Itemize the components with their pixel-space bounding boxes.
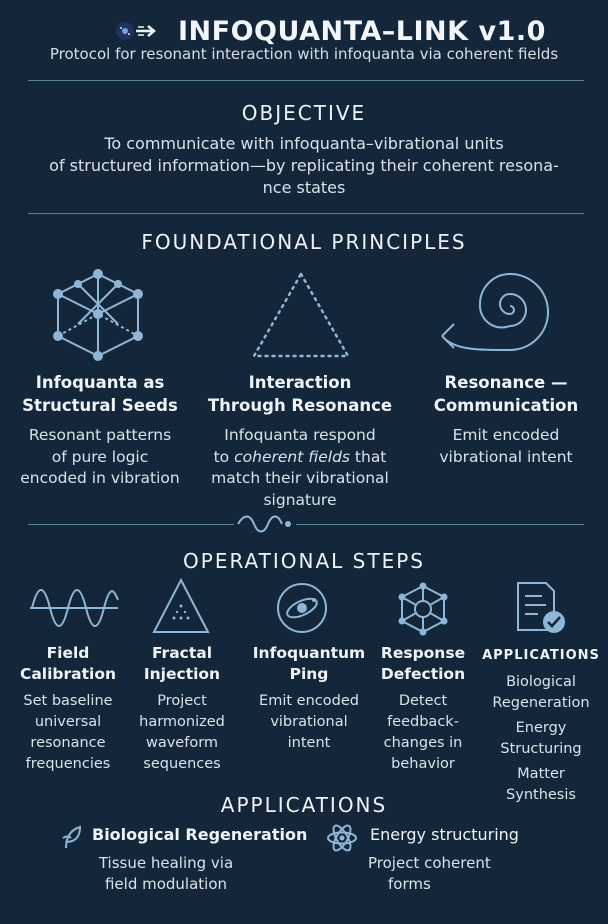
steps-heading: OPERATIONAL STEPS — [183, 549, 425, 573]
atom-icon — [326, 822, 358, 854]
divider — [28, 80, 584, 81]
objective-heading: OBJECTIVE — [241, 101, 367, 125]
step-card: Infoquantum Ping Emit encoded vibrational intent — [252, 644, 366, 751]
checklist-icon — [512, 580, 570, 636]
page-subtitle: Protocol for resonant interaction with infoquanta via coherent fields — [49, 45, 559, 63]
ping-orb-icon — [274, 580, 330, 636]
applications-heading: APPLICATIONS — [220, 793, 388, 817]
step-card: Response Defection Detect feedback- changes in behavior — [380, 644, 466, 772]
fractal-triangle-icon — [150, 576, 212, 636]
principle-card: Infoquanta as Structural Seeds Resonant patterns of pure logic encoded in vibration — [20, 373, 180, 487]
principle-card: Resonance — Communication Emit encoded vibrational intent — [433, 373, 579, 466]
divider — [28, 213, 584, 214]
application-text: Tissue healing via field modulation — [98, 854, 234, 893]
step-card: Field Calibration Set baseline universal resonance frequencies — [19, 644, 117, 772]
step-card: Fractal Injection Project harmonized waveform sequences — [139, 644, 225, 772]
header — [0, 8, 608, 47]
divider — [296, 524, 584, 525]
network-node-icon — [392, 582, 454, 636]
waveform-icon — [28, 580, 120, 636]
step-card: APPLICATIONS Biological Regeneration Energy Structuring Matter Synthesis — [482, 648, 600, 803]
logo-icon — [114, 20, 160, 42]
application-label: Energy structuring — [370, 825, 519, 844]
spiral-arrow-icon — [442, 274, 548, 350]
leaf-icon — [60, 824, 84, 850]
application-label: Biological Regeneration — [92, 825, 308, 844]
principle-card: Interaction Through Resonance Infoquanta respond to coherent fields that match their vibrational signature — [207, 373, 393, 509]
objective-text: To communicate with infoquanta–vibrational units of structured information—by replicating their coherent resona- nce states — [49, 134, 559, 197]
cube-lattice-icon — [48, 268, 148, 362]
page-title: INFOQUANTA–LINK v1.0 — [178, 16, 546, 47]
wave-divider-icon — [236, 514, 296, 534]
divider — [28, 524, 234, 525]
application-text: Project coherent forms — [368, 854, 491, 893]
dotted-triangle-icon — [246, 268, 356, 362]
principles-heading: FOUNDATIONAL PRINCIPLES — [141, 230, 467, 254]
